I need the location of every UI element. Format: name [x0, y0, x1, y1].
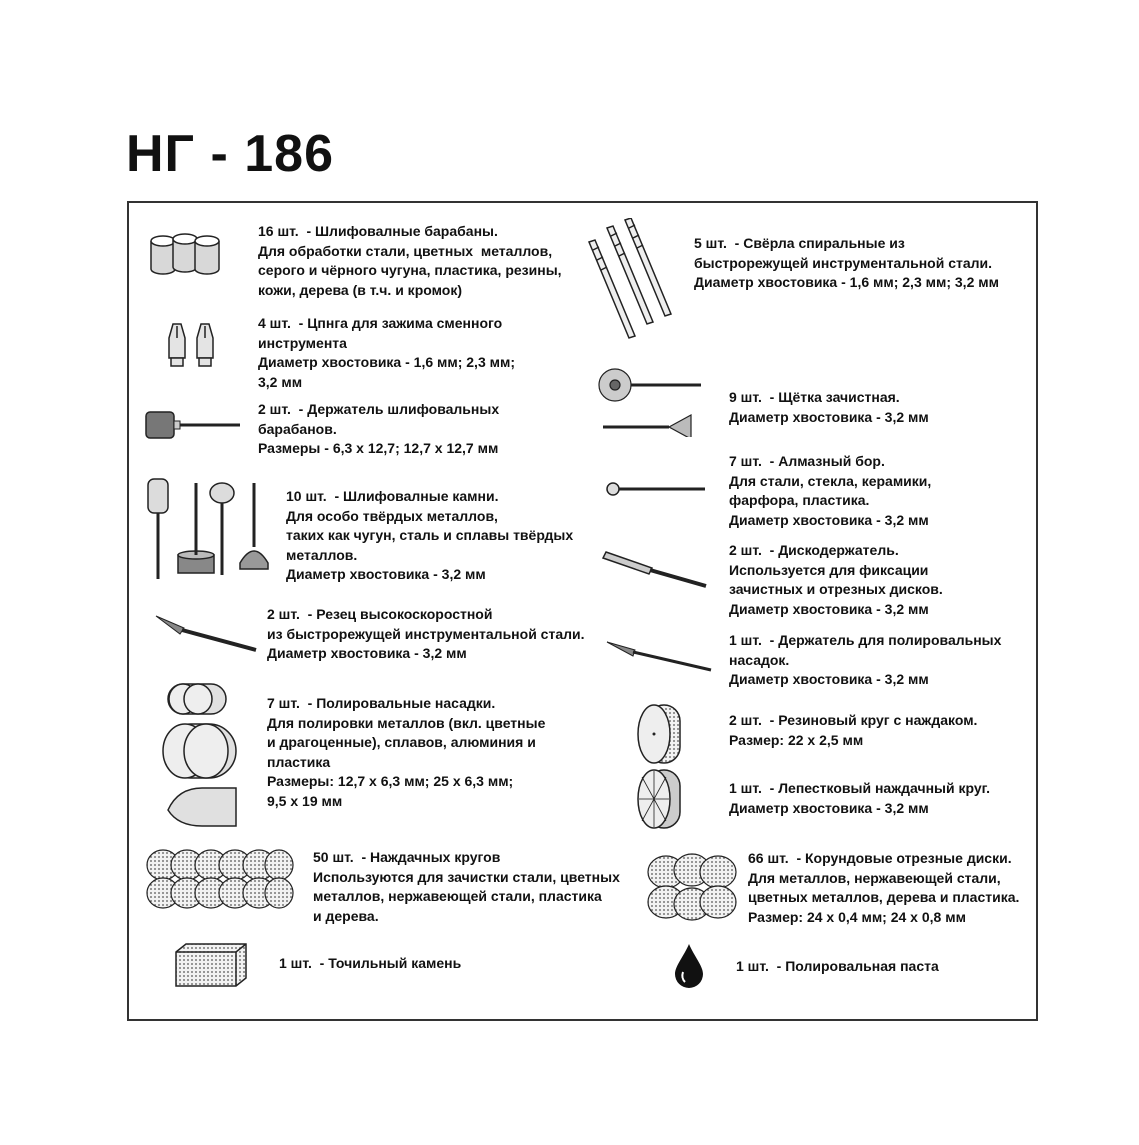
- item-text: 10 шт. - Шлифовалные камни. Для особо твёрдых металлов, таких как чугун, сталь и сплавы твёрдых металлов. Диаметр хвостовика - 3,2 мм: [286, 488, 574, 582]
- item-text: 7 шт. - Алмазный бор. Для стали, стекла, керамики, фарфора, пластика. Диаметр хвостовика - 3,2 мм: [729, 453, 932, 528]
- item-text: 7 шт. - Полировальные насадки. Для полировки металлов (вкл. цветные и драгоценные), сплавов, алюминия и пластика Размеры: 12,7 х 6,3 мм; 25 х 6,3 мм; 9,5 х 19 мм: [267, 695, 546, 809]
- paste-drop-icon: [672, 942, 706, 990]
- item-text: 66 шт. - Корундовые отрезные диски. Для металлов, нержавеющей стали, цветных металлов, дерева и пластика. Размер: 24 х 0,4 мм; 24 х 0,8 мм: [748, 850, 1020, 925]
- item-text: 2 шт. - Дискодержатель. Используется для фиксации зачистных и отрезных дисков. Диаметр хвостовика - 3,2 мм: [729, 542, 943, 617]
- item-text: 1 шт. - Держатель для полировальных насадок. Диаметр хвостовика - 3,2 мм: [729, 632, 1002, 687]
- sanding-disc-icon: [145, 847, 295, 913]
- page-title: НГ - 186: [126, 125, 335, 183]
- item-text: 1 шт. - Точильный камень: [279, 955, 462, 971]
- cutoff-disc-icon: [646, 852, 738, 922]
- drill-icon: [585, 218, 689, 340]
- item-text: 2 шт. - Резец высокоскоростной из быстрорежущей инструментальной стали. Диаметр хвостовика - 3,2 мм: [267, 606, 585, 661]
- item-text: 2 шт. - Держатель шлифовальных барабанов. Размеры - 6,3 х 12,7; 12,7 х 12,7 мм: [258, 401, 500, 456]
- rubber-wheel-icon: [636, 703, 692, 765]
- item-text: 2 шт. - Резиновый круг с наждаком. Размер: 22 х 2,5 мм: [729, 712, 978, 748]
- cutter-icon: [152, 610, 262, 654]
- item-text: 9 шт. - Щётка зачистная. Диаметр хвостовика - 3,2 мм: [729, 389, 929, 425]
- grinding-stone-icon: [144, 475, 274, 585]
- polish-holder-icon: [605, 634, 715, 674]
- disc-holder-icon: [602, 548, 712, 590]
- diamond-bur-icon: [605, 480, 709, 498]
- item-text: 1 шт. - Лепестковый наждачный круг. Диаметр хвостовика - 3,2 мм: [729, 780, 990, 816]
- item-text: 5 шт. - Свёрла спиральные из быстрорежущей инструментальной стали. Диаметр хвостовика - 1,6 мм; 2,3 мм; 3,2 мм: [694, 235, 999, 290]
- item-text: 50 шт. - Наждачных кругов Используются для зачистки стали, цветных металлов, нержавеющей стали, пластика и дерева.: [313, 849, 620, 924]
- wire-brush-icon: [597, 363, 705, 437]
- whetstone-icon: [174, 942, 250, 988]
- polishing-bit-icon: [160, 682, 242, 828]
- item-text: 4 шт. - Цпнга для зажима сменного инструмента Диаметр хвостовика - 1,6 мм; 2,3 мм; 3,2 мм: [258, 315, 515, 390]
- item-text: 16 шт. - Шлифовалные барабаны. Для обработки стали, цветных металлов, серого и чёрного чугуна, пластика, резины, кожи, дерева (в т.ч. и кромок): [258, 223, 562, 298]
- flap-wheel-icon: [636, 768, 692, 830]
- item-text: 1 шт. - Полировальная паста: [736, 958, 939, 974]
- drum-holder-icon: [144, 408, 244, 442]
- collet-icon: [165, 322, 221, 370]
- sanding-drum-icon: [148, 233, 228, 279]
